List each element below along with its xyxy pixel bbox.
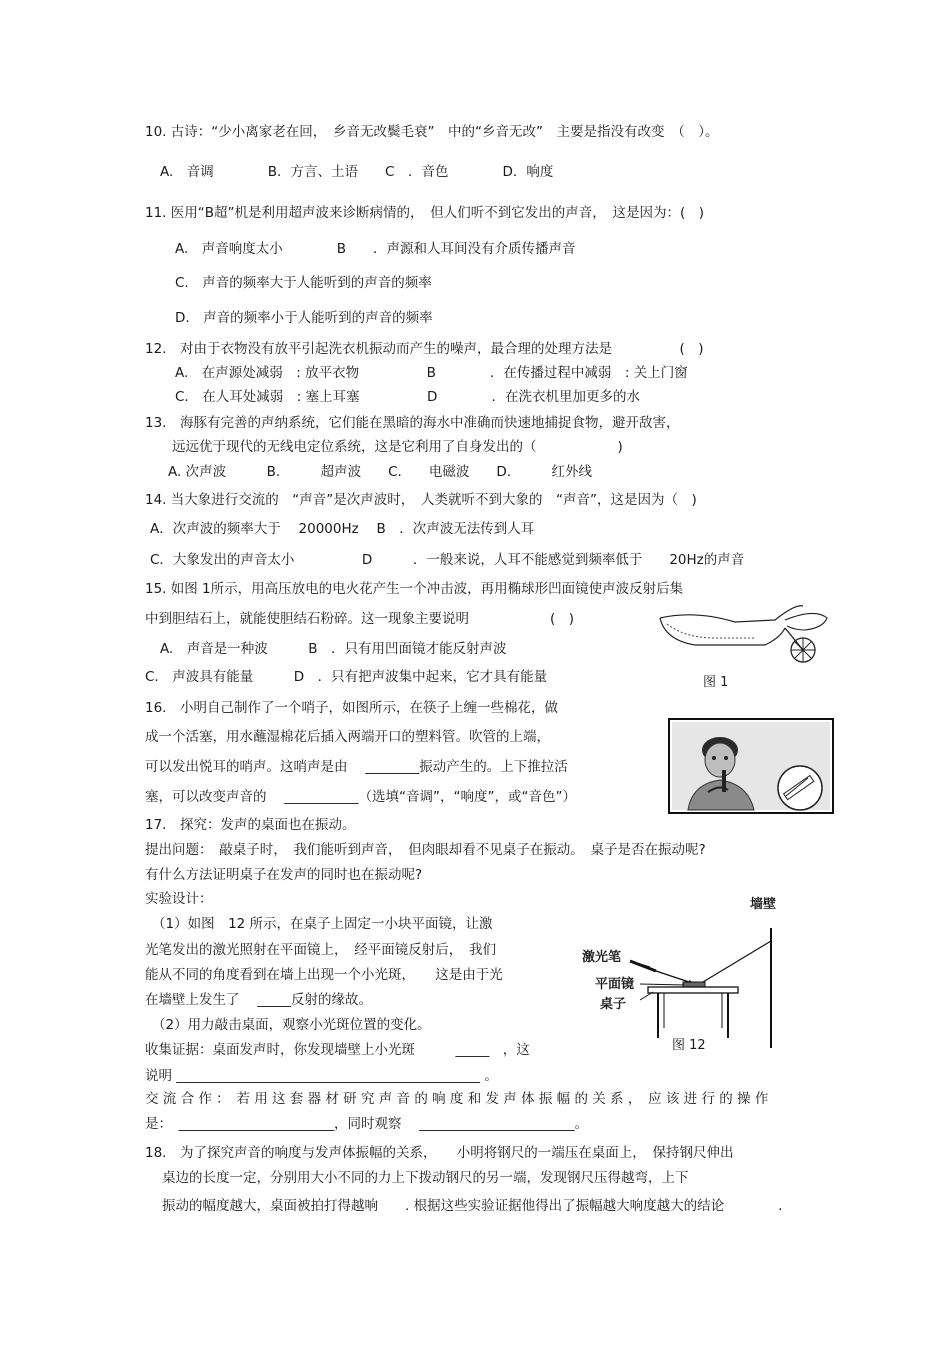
wall-label: 墙壁 [750,897,777,912]
q15-option-cd: C. 声波具有能量 D ．只有把声波集中起来，它才具有能量 [145,669,548,685]
mirror-label: 平面镜 [595,977,635,992]
q18-line-3: 振动的幅度越大，桌面被拍打得越响 . 根据这些实验证据他得出了振幅越大响度越大的结论 . [162,1198,783,1214]
q16-line-3: 可以发出悦耳的哨声。这哨声是由 ________振动产生的。上下推拉活 [145,759,568,775]
q12-option-ab: A. 在声源处减弱 : 放平衣物 B ．在传播过程中减弱 : 关上门窗 [175,365,688,381]
q17-design-label: 实验设计： [145,891,213,907]
whistle-photo [668,718,834,814]
q16-line-2: 成一个活塞，用水蘸湿棉花后插入两端开口的塑料管。吹管的上端， [145,729,550,745]
q16-line-1: 16. 小明自己制作了一个哨子，如图所示，在筷子上缠一些棉花，做 [145,700,558,716]
q17-design-2: 光笔发出的激光照射在平面镜上， 经平面镜反射后， 我们 [145,942,496,958]
q11-stem: 11. 医用“B超”机是利用超声波来诊断病情的， 但人们听不到它发出的声音， 这是因为：( ) [145,205,705,221]
q11-option-c: C. 声音的频率大于人能听到的声音的频率 [175,275,432,291]
table-label: 桌子 [600,997,627,1012]
q18-line-2: 桌边的长度一定，分别用大小不同的力上下拨动钢尺的另一端，发现钢尺压得越弯，上下 [162,1170,689,1186]
figure-12-caption: 图 12 [672,1038,706,1053]
q15-option-ab: A. 声音是一种波 B ．只有用凹面镜才能反射声波 [160,641,507,657]
figure-1-lithotripter [655,600,835,665]
q17-design-5: （2）用力敲击桌面，观察小光斑位置的变化。 [152,1017,431,1033]
q12-stem: 12. 对由于衣物没有放平引起洗衣机振动而产生的噪声，最合理的处理方法是 ( ) [145,341,704,357]
q15-stem-2: 中到胆结石上，就能使胆结石粉碎。这一现象主要说明 ( ) [145,611,575,627]
q17-evidence-2: 说明 _____________________________________________ 。 [145,1068,498,1084]
q10-stem: 10. 古诗：“少小离家老在回， 乡音无改鬓毛衰” 中的“乡音无改” 主要是指没有改变 （ ）。 [145,124,719,140]
q17-design-1: （1）如图 12 所示，在桌子上固定一小块平面镜，让激 [152,916,493,932]
q17-design-3: 能从不同的角度看到在墙上出现一个小光斑， 这是由于光 [145,967,503,983]
q10-options: A. 音调 B．方言、土语 C ．音色 D．响度 [160,164,554,180]
laser-label: 激光笔 [582,950,622,965]
q17-evidence-1: 收集证据：桌面发声时，你发现墙壁上小光斑 _____ ，这 [145,1042,530,1058]
q11-option-ab: A. 声音响度太小 B ．声源和人耳间没有介质传播声音 [175,241,576,257]
q17-question-1: 提出问题： 敲桌子时， 我们能听到声音， 但肉眼却看不见桌子在振动。 桌子是否在振动呢? [145,842,706,858]
figure-1-caption: 图 1 [703,675,729,690]
q13-stem-2: 远远优于现代的无线电定位系统，这是它利用了自身发出的（ ) [172,439,623,455]
q17-cooperation-1: 交 流 合 作 ： 若 用 这 套 器 材 研 究 声 音 的 响 度 和 发 声 体 振 幅 的 关 系 ， 应 该 进 行 的 操 作 [145,1091,769,1107]
q15-stem-1: 15. 如图 1所示，用高压放电的电火花产生一个冲击波，再用椭球形凹面镜使声波反射后集 [145,581,684,597]
q17-title: 17. 探究：发声的桌面也在振动。 [145,817,356,833]
q11-option-d: D. 声音的频率小于人能听到的声音的频率 [175,310,433,326]
q16-line-4: 塞，可以改变声音的 ___________（选填“音调”，“响度”，或“音色”） [145,789,577,805]
q18-line-1: 18. 为了探究声音的响度与发声体振幅的关系， 小明将钢尺的一端压在桌面上， 保持钢尺伸出 [145,1145,734,1161]
q14-option-ab: A．次声波的频率大于 20000Hz B ．次声波无法传到人耳 [150,521,535,537]
q17-cooperation-2: 是： _______________________，同时观察 _______________________。 [145,1116,589,1132]
q13-stem-1: 13. 海豚有完善的声纳系统，它们能在黑暗的海水中准确而快速地捕捉食物，避开敌害， [145,415,680,431]
q14-stem: 14. 当大象进行交流的 “声音”是次声波时， 人类就听不到大象的 “声音”，这是因为（ ) [145,492,697,508]
q17-question-2: 有什么方法证明桌子在发声的同时也在振动呢? [145,867,423,883]
q17-design-4: 在墙壁上发生了 _____反射的缘故。 [145,992,373,1008]
q12-option-cd: C. 在人耳处减弱 : 塞上耳塞 D ．在洗衣机里加更多的水 [175,389,640,405]
q14-option-cd: C．大象发出的声音太小 D ．一般来说，人耳不能感觉到频率低于 20Hz的声音 [150,552,745,568]
q13-options: A. 次声波 B. 超声波 C. 电磁波 D. 红外线 [168,464,593,480]
